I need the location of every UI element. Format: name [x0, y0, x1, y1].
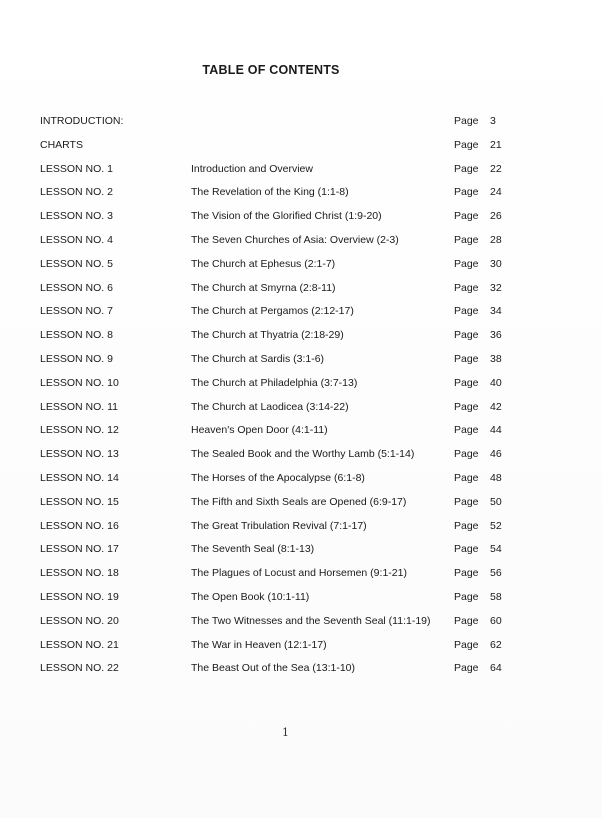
toc-page-label: Page	[454, 400, 479, 413]
toc-entry	[40, 327, 510, 351]
toc-page-number: 34	[490, 305, 502, 318]
toc-entry	[40, 565, 510, 589]
toc-lesson-label: LESSON NO. 14	[40, 471, 119, 484]
toc-entry	[40, 161, 510, 185]
toc-lesson-title: The Church at Sardis (3:1-6)	[191, 352, 325, 365]
toc-lesson-title: The Church at Philadelphia (3:7-13)	[191, 376, 358, 389]
toc-page-label: Page	[454, 376, 479, 389]
toc-entry	[40, 399, 510, 423]
toc-lesson-label: LESSON NO. 19	[40, 590, 119, 603]
toc-lesson-label: LESSON NO. 22	[40, 662, 119, 675]
toc-page-number: 56	[490, 567, 502, 580]
page-number: 1	[282, 726, 289, 739]
toc-page-label: Page	[454, 257, 479, 270]
toc-entry	[40, 613, 510, 637]
toc-lesson-title: The Seven Churches of Asia: Overview (2-3)	[191, 233, 399, 246]
toc-lesson-label: LESSON NO. 15	[40, 495, 119, 508]
toc-lesson-title: The Two Witnesses and the Seventh Seal (11:1-19)	[191, 614, 431, 627]
toc-page-number: 28	[490, 233, 502, 246]
toc-lesson-label: LESSON NO. 20	[40, 614, 119, 627]
toc-entry	[40, 541, 510, 565]
toc-page-number: 32	[490, 281, 502, 294]
toc-lesson-title: The Sealed Book and the Worthy Lamb (5:1-14)	[191, 448, 415, 461]
page-title: TABLE OF CONTENTS	[202, 63, 340, 77]
toc-page-label: Page	[454, 471, 479, 484]
toc-page-number: 58	[490, 590, 502, 603]
toc-page-label: Page	[454, 614, 479, 627]
toc-page-label: Page	[454, 186, 479, 199]
toc-entry	[40, 184, 510, 208]
toc-page-label: Page	[454, 138, 479, 151]
toc-entry	[40, 137, 510, 161]
toc-entry	[40, 208, 510, 232]
toc-entry	[40, 637, 510, 661]
toc-lesson-label: CHARTS	[40, 138, 83, 151]
toc-lesson-label: LESSON NO. 3	[40, 210, 113, 223]
toc-page-label: Page	[454, 590, 479, 603]
toc-page-number: 24	[490, 186, 502, 199]
toc-lesson-label: LESSON NO. 21	[40, 638, 119, 651]
toc-page-number: 42	[490, 400, 502, 413]
toc-lesson-label: LESSON NO. 11	[40, 400, 119, 413]
toc-entry	[40, 494, 510, 518]
toc-lesson-label: LESSON NO. 7	[40, 305, 113, 318]
toc-lesson-label: LESSON NO. 12	[40, 424, 119, 437]
toc-lesson-title: The Great Tribulation Revival (7:1-17)	[191, 519, 367, 532]
toc-page-number: 36	[490, 329, 502, 342]
toc-lesson-title: Heaven's Open Door (4:1-11)	[191, 424, 328, 437]
toc-entry	[40, 470, 510, 494]
toc-lesson-label: LESSON NO. 1	[40, 162, 113, 175]
toc-lesson-label: LESSON NO. 6	[40, 281, 113, 294]
toc-page-label: Page	[454, 233, 479, 246]
toc-page-number: 52	[490, 519, 502, 532]
toc-entry	[40, 280, 510, 304]
toc-entry	[40, 113, 510, 137]
toc-lesson-title: The Revelation of the King (1:1-8)	[191, 186, 349, 199]
toc-page-number: 64	[490, 662, 502, 675]
toc-page-number: 21	[490, 138, 502, 151]
toc-lesson-title: The Church at Smyrna (2:8-11)	[191, 281, 336, 294]
toc-entry	[40, 589, 510, 613]
toc-lesson-title: The Horses of the Apocalypse (6:1-8)	[191, 471, 365, 484]
toc-lesson-title: The Seventh Seal (8:1-13)	[191, 543, 315, 556]
toc-lesson-label: LESSON NO. 2	[40, 186, 113, 199]
toc-page-number: 54	[490, 543, 502, 556]
toc-page-label: Page	[454, 519, 479, 532]
toc-page-label: Page	[454, 543, 479, 556]
toc-page-number: 38	[490, 352, 502, 365]
toc-page-number: 40	[490, 376, 502, 389]
toc-entry	[40, 422, 510, 446]
toc-entry	[40, 660, 510, 684]
toc-page-number: 60	[490, 614, 502, 627]
toc-page-number: 30	[490, 257, 502, 270]
toc-lesson-label: LESSON NO. 5	[40, 257, 113, 270]
toc-entry	[40, 256, 510, 280]
toc-page-label: Page	[454, 281, 479, 294]
toc-page-label: Page	[454, 210, 479, 223]
toc-page-number: 3	[490, 115, 496, 127]
toc-lesson-label: LESSON NO. 16	[40, 519, 119, 532]
toc-entry	[40, 351, 510, 375]
toc-lesson-title: The Church at Laodicea (3:14-22)	[191, 400, 349, 413]
toc-entry	[40, 446, 510, 470]
toc-page-label: Page	[454, 567, 479, 580]
toc-lesson-label: LESSON NO. 17	[40, 543, 119, 556]
toc-page-label: Page	[454, 329, 479, 342]
toc-lesson-label: INTRODUCTION:	[40, 115, 124, 127]
toc-page-label: Page	[454, 424, 479, 437]
toc-entry	[40, 232, 510, 256]
toc-lesson-title: The Church at Ephesus (2:1-7)	[191, 257, 336, 270]
toc-page-label: Page	[454, 448, 479, 461]
toc-lesson-title: The Vision of the Glorified Christ (1:9-20)	[191, 210, 382, 223]
toc-page-label: Page	[454, 662, 479, 675]
toc-lesson-label: LESSON NO. 18	[40, 567, 119, 580]
toc-lesson-title: The Church at Thyatria (2:18-29)	[191, 329, 344, 342]
toc-page-number: 48	[490, 471, 502, 484]
toc-lesson-title: The Fifth and Sixth Seals are Opened (6:9-17)	[191, 495, 407, 508]
toc-page-label: Page	[454, 638, 479, 651]
toc-lesson-label: LESSON NO. 8	[40, 329, 113, 342]
toc-lesson-label: LESSON NO. 13	[40, 448, 119, 461]
toc-lesson-title: The War in Heaven (12:1-17)	[191, 638, 327, 651]
toc-lesson-title: The Plagues of Locust and Horsemen (9:1-21)	[191, 567, 407, 580]
toc-page-label: Page	[454, 495, 479, 508]
toc-page-number: 62	[490, 638, 502, 651]
toc-page-label: Page	[454, 162, 479, 175]
toc-page-label: Page	[454, 352, 479, 365]
toc-page-label: Page	[454, 305, 479, 318]
toc-page-number: 26	[490, 210, 502, 223]
toc-lesson-label: LESSON NO. 9	[40, 352, 113, 365]
toc-entry	[40, 375, 510, 399]
toc-page-number: 44	[490, 424, 502, 437]
toc-entry	[40, 518, 510, 542]
toc-lesson-title: The Church at Pergamos (2:12-17)	[191, 305, 354, 318]
toc-lesson-label: LESSON NO. 10	[40, 376, 119, 389]
toc-page-number: 50	[490, 495, 502, 508]
toc-page-number: 46	[490, 448, 502, 461]
toc-lesson-title: Introduction and Overview	[191, 162, 313, 175]
toc-page-number: 22	[490, 162, 502, 175]
toc-lesson-label: LESSON NO. 4	[40, 233, 113, 246]
toc-lesson-title: The Beast Out of the Sea (13:1-10)	[191, 662, 356, 675]
table-of-contents	[40, 113, 510, 684]
toc-lesson-title: The Open Book (10:1-11)	[191, 590, 310, 603]
toc-entry	[40, 303, 510, 327]
toc-page-label: Page	[454, 115, 479, 127]
